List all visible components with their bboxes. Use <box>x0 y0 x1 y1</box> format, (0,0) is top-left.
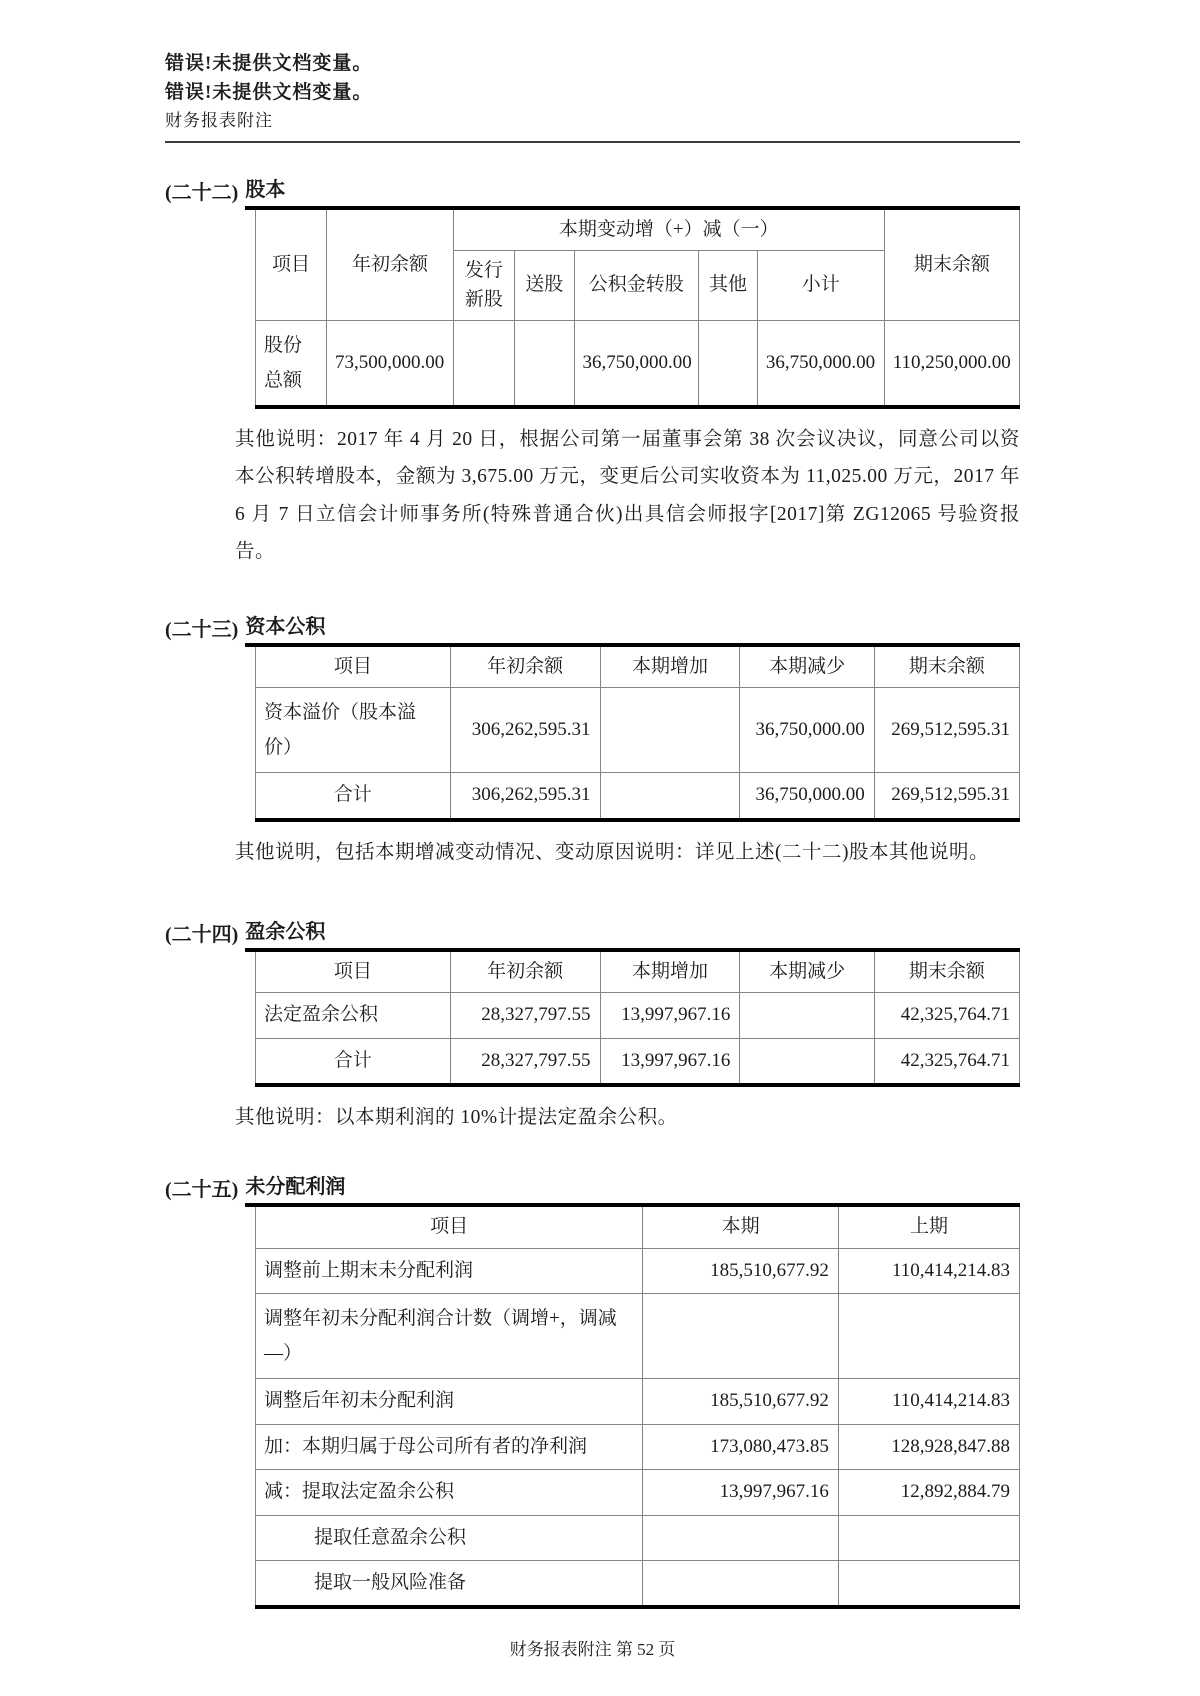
cell-end-balance: 42,325,764.71 <box>874 1038 1019 1085</box>
table-row <box>256 993 1020 1038</box>
section-heading-capital-reserve <box>165 610 1020 647</box>
col-header-decrease: 本期减少 <box>740 647 874 688</box>
cell-item: 股份总额 <box>256 321 327 408</box>
col-header-change-group: 本期变动增（+）减（一） <box>453 210 884 251</box>
cell-decrease <box>740 1038 874 1085</box>
section-title: 股本 <box>245 178 286 201</box>
col-header-decrease: 本期减少 <box>740 952 874 993</box>
section-heading-undistributed-profit <box>165 1170 1020 1207</box>
cell-item: 法定盈余公积 <box>256 993 451 1038</box>
cell-current-period: 13,997,967.16 <box>643 1470 839 1515</box>
section-heading-surplus-reserve <box>165 915 1020 952</box>
cell-decrease <box>740 993 874 1038</box>
share-capital-table <box>255 210 1020 410</box>
cell-new-issue <box>453 321 514 408</box>
table-row <box>256 1560 1020 1607</box>
cell-begin-balance: 28,327,797.55 <box>450 1038 600 1085</box>
section-title: 未分配利润 <box>245 1176 346 1199</box>
table-row <box>256 1294 1020 1379</box>
cell-current-period <box>643 1294 839 1379</box>
col-header-item: 项目 <box>256 210 327 321</box>
page-footer: 财务报表附注 第 52 页 <box>509 1640 676 1660</box>
cell-begin-balance: 73,500,000.00 <box>327 321 454 408</box>
col-header-other: 其他 <box>699 251 758 321</box>
col-header-item: 项目 <box>256 952 451 993</box>
col-header-end-balance: 期末余额 <box>884 210 1019 321</box>
header-error-line-2: 错误!未提供文档变量。 <box>165 81 373 103</box>
section-number: (二十四) <box>165 923 239 946</box>
surplus-reserve-table <box>255 952 1020 1087</box>
cell-current-period: 185,510,677.92 <box>643 1248 839 1293</box>
header-error-line-1: 错误!未提供文档变量。 <box>165 53 373 74</box>
cell-current-period: 185,510,677.92 <box>643 1379 839 1424</box>
col-header-new-issue: 发行新股 <box>453 251 514 321</box>
cell-end-balance: 42,325,764.71 <box>874 993 1019 1038</box>
section-title: 资本公积 <box>245 615 326 638</box>
surplus-reserve-note: 其他说明：以本期利润的 10%计提法定盈余公积。 <box>235 1107 678 1129</box>
share-capital-note: 其他说明：2017 年 4 月 20 日，根据公司第一届董事会第 38 次会议决议，同意公司以资本公积转增股本，金额为 3,675.00 万元，变更后公司实收资本为 11,025.00 万元，2017 年 6 月 7 日立信会计师事务所(特殊普通合伙)出具信会师报字[2017]第 ZG12065 号验资报告。 <box>235 429 1020 562</box>
cell-prior-period: 110,414,214.83 <box>838 1379 1019 1424</box>
cell-begin-balance: 306,262,595.31 <box>450 773 600 820</box>
section-capital-reserve <box>165 610 1020 871</box>
cell-prior-period <box>838 1560 1019 1607</box>
cell-end-balance: 269,512,595.31 <box>874 688 1019 773</box>
header-subtitle: 财务报表附注 <box>165 111 273 130</box>
undistributed-profit-table <box>255 1207 1020 1609</box>
cell-prior-period: 128,928,847.88 <box>838 1424 1019 1469</box>
col-header-increase: 本期增加 <box>600 647 740 688</box>
cell-other <box>699 321 758 408</box>
section-share-capital <box>165 173 1020 570</box>
section-heading-share-capital <box>165 173 1020 210</box>
capital-reserve-note: 其他说明，包括本期增减变动情况、变动原因说明：详见上述(二十二)股本其他说明。 <box>235 841 989 863</box>
section-number: (二十二) <box>165 181 239 204</box>
col-header-subtotal: 小计 <box>757 251 884 321</box>
cell-increase: 13,997,967.16 <box>600 1038 740 1085</box>
cell-begin-balance: 306,262,595.31 <box>450 688 600 773</box>
col-header-reserve-transfer: 公积金转股 <box>574 251 699 321</box>
table-row <box>256 1248 1020 1293</box>
cell-end-balance: 269,512,595.31 <box>874 773 1019 820</box>
cell-current-period: 173,080,473.85 <box>643 1424 839 1469</box>
col-header-end-balance: 期末余额 <box>874 647 1019 688</box>
cell-item: 资本溢价（股本溢价） <box>256 688 451 773</box>
col-header-item: 项目 <box>256 1207 643 1248</box>
table-row <box>256 321 1020 408</box>
table-row <box>256 1379 1020 1424</box>
col-header-prior-period: 上期 <box>838 1207 1019 1248</box>
cell-item: 调整前上期末未分配利润 <box>256 1248 643 1293</box>
section-title: 盈余公积 <box>245 920 326 943</box>
cell-current-period <box>643 1515 839 1560</box>
col-header-begin-balance: 年初余额 <box>327 210 454 321</box>
section-number: (二十三) <box>165 618 239 641</box>
cell-item: 提取任意盈余公积 <box>256 1515 643 1560</box>
cell-item: 合计 <box>256 1038 451 1085</box>
section-number: (二十五) <box>165 1179 239 1202</box>
capital-reserve-table <box>255 647 1020 822</box>
section-undistributed-profit <box>165 1170 1020 1609</box>
cell-item: 调整年初未分配利润合计数（调增+，调减—） <box>256 1294 643 1379</box>
table-row <box>256 1424 1020 1469</box>
cell-increase: 13,997,967.16 <box>600 993 740 1038</box>
cell-item: 调整后年初未分配利润 <box>256 1379 643 1424</box>
cell-increase <box>600 773 740 820</box>
cell-subtotal: 36,750,000.00 <box>757 321 884 408</box>
table-row <box>256 688 1020 773</box>
cell-item: 提取一般风险准备 <box>256 1560 643 1607</box>
section-surplus-reserve <box>165 915 1020 1136</box>
cell-reserve-transfer: 36,750,000.00 <box>574 321 699 408</box>
col-header-end-balance: 期末余额 <box>874 952 1019 993</box>
col-header-increase: 本期增加 <box>600 952 740 993</box>
cell-item: 减：提取法定盈余公积 <box>256 1470 643 1515</box>
cell-prior-period <box>838 1515 1019 1560</box>
cell-prior-period: 110,414,214.83 <box>838 1248 1019 1293</box>
cell-decrease: 36,750,000.00 <box>740 773 874 820</box>
col-header-item: 项目 <box>256 647 451 688</box>
document-header <box>165 50 1020 143</box>
col-header-begin-balance: 年初余额 <box>450 952 600 993</box>
cell-end-balance: 110,250,000.00 <box>884 321 1019 408</box>
table-row-total <box>256 1038 1020 1085</box>
cell-prior-period <box>838 1294 1019 1379</box>
col-header-bonus-shares: 送股 <box>514 251 574 321</box>
cell-begin-balance: 28,327,797.55 <box>450 993 600 1038</box>
cell-prior-period: 12,892,884.79 <box>838 1470 1019 1515</box>
cell-current-period <box>643 1560 839 1607</box>
cell-item: 合计 <box>256 773 451 820</box>
col-header-begin-balance: 年初余额 <box>450 647 600 688</box>
table-row <box>256 1515 1020 1560</box>
col-header-current-period: 本期 <box>643 1207 839 1248</box>
table-row <box>256 1470 1020 1515</box>
cell-increase <box>600 688 740 773</box>
table-row-total <box>256 773 1020 820</box>
cell-item: 加：本期归属于母公司所有者的净利润 <box>256 1424 643 1469</box>
cell-decrease: 36,750,000.00 <box>740 688 874 773</box>
cell-bonus-shares <box>514 321 574 408</box>
